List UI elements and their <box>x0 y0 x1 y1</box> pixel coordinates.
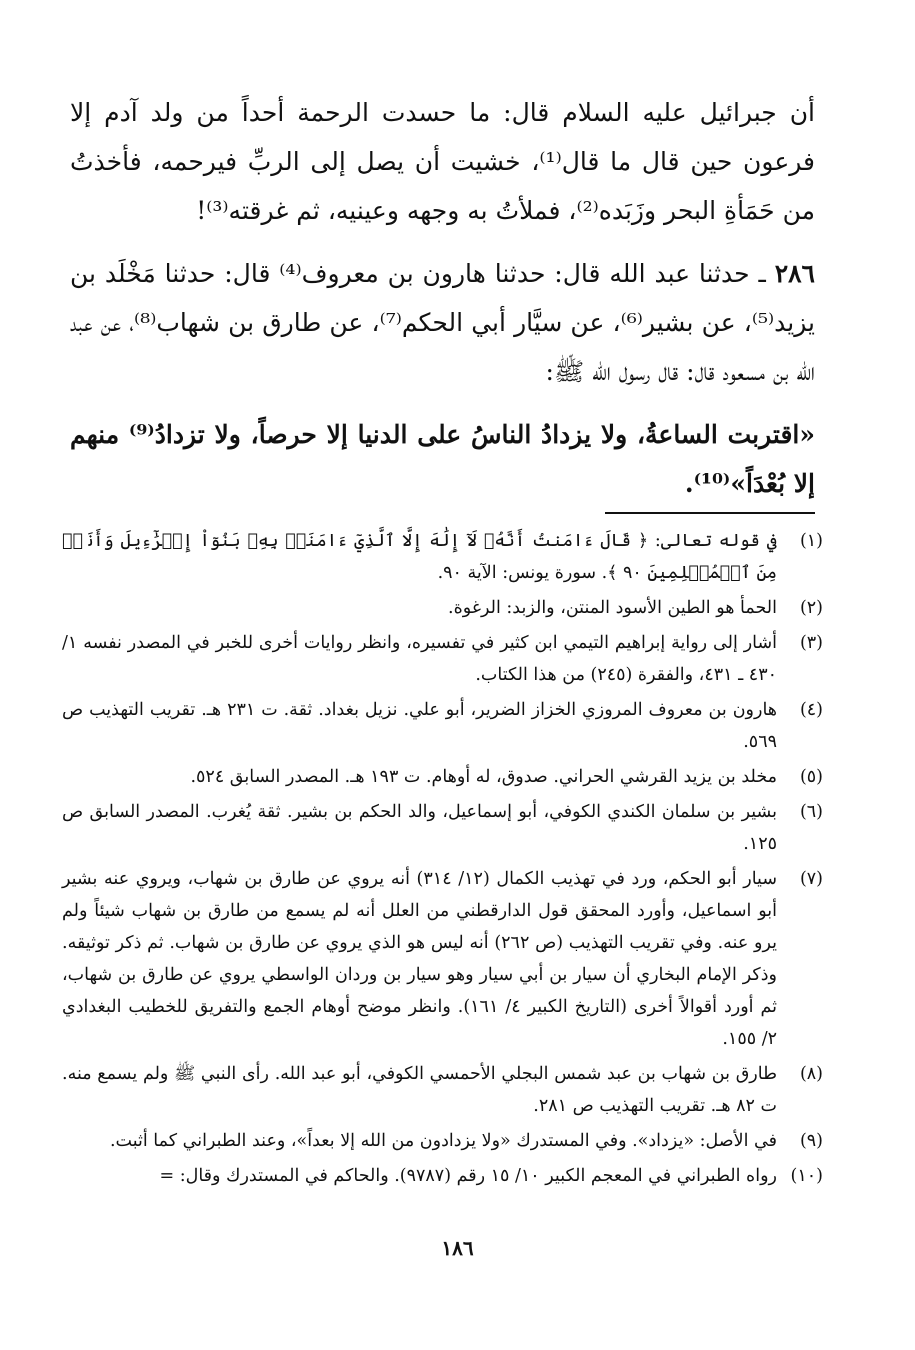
paragraph-2-text: ـ حدثنا عبد الله قال: حدثنا هارون بن معروف⁽⁴⁾ قال: حدثنا مَخْلَد بن يزيد⁽⁵⁾، عن بشير⁽⁶⁾، عن سيَّار أبي الحكم⁽⁷⁾، عن طارق بن شهاب⁽⁸⁾، عن عبد الله بن مسعود قال: قال رسول الله ﷺ: <box>70 259 815 386</box>
footnote-text: في قوله تعالى: ﴿ قَالَ ءَامَنتُ أَنَّهُۥ لَآ إِلَٰهَ إِلَّا ٱلَّذِيٓ ءَامَنَتۡ بِهِۦ بَنُوٓاْ إِسۡرَٰٓءِيلَ وَأَنَا۠ مِنَ ٱلۡمُسۡلِمِينَ ٩٠ ﴾. سورة يونس: الآية ٩٠. <box>62 531 777 583</box>
footnote-text: مخلد بن يزيد القرشي الحراني. صدوق، له أوهام. ت ١٩٣ هـ. المصدر السابق ٥٢٤. <box>190 767 777 787</box>
footnote-number: (٨) <box>799 1064 823 1084</box>
footnote-number: (٦) <box>799 802 823 822</box>
footnote <box>62 1125 823 1157</box>
footnote-number: (١) <box>799 531 823 551</box>
footnote <box>62 863 823 1055</box>
footnote <box>62 796 823 860</box>
footnote-separator <box>605 512 815 514</box>
footnote-text: في الأصل: «يزداد». وفي المستدرك «ولا يزدادون من الله إلا بعداً»، وعند الطبراني كما أثبت. <box>109 1131 777 1151</box>
footnote-text: أشار إلى رواية إبراهيم التيمي ابن كثير في تفسيره، وانظر روايات أخرى للخبر في المصدر نفسه ١/ ٤٣٠ ـ ٤٣١، والفقرة (٢٤٥) من هذا الكتاب. <box>62 633 777 685</box>
footnotes <box>62 525 823 1195</box>
footnote <box>62 761 823 793</box>
footnote <box>62 694 823 758</box>
footnote-number: (٢) <box>799 598 823 618</box>
paragraph-number: ٢٨٦ <box>774 259 815 288</box>
footnote-number: (٣) <box>799 633 823 653</box>
main-text <box>70 88 815 508</box>
footnote <box>62 592 823 624</box>
footnote <box>62 525 823 589</box>
hadith-text: «اقتربت الساعةُ، ولا يزدادُ الناسُ على الدنيا إلا حرصاً، ولا تزدادُ⁽⁹⁾ منهم إلا بُعْدَاً»⁽¹⁰⁾. <box>70 420 815 498</box>
footnote <box>62 1058 823 1122</box>
footnote-number: (٥) <box>799 767 823 787</box>
footnote-text: هارون بن معروف المروزي الخزاز الضرير، أبو علي. نزيل بغداد. ثقة. ت ٢٣١ هـ. تقريب التهذيب ص ٥٦٩. <box>62 700 778 752</box>
footnote-number: (٤) <box>799 700 823 720</box>
footnote <box>62 1160 823 1192</box>
footnote-text: طارق بن شهاب بن عبد شمس البجلي الأحمسي الكوفي، أبو عبد الله. رأى النبي ﷺ ولم يسمع منه. ت ٨٢ هـ. تقريب التهذيب ص ٢٨١. <box>62 1064 777 1116</box>
footnote-text: رواه الطبراني في المعجم الكبير ١٠/ ١٥ رقم (٩٧٨٧). والحاكم في المستدرك وقال: = <box>159 1166 777 1186</box>
footnote-text: الحمأ هو الطين الأسود المنتن، والزبد: الرغوة. <box>448 598 777 618</box>
footnote-number: (٩) <box>799 1131 823 1151</box>
footnote-text: بشير بن سلمان الكندي الكوفي، أبو إسماعيل، والد الحكم بن بشير. ثقة يُغرب. المصدر السابق ص ١٢٥. <box>62 802 777 854</box>
footnote <box>62 627 823 691</box>
footnote-number: (١٠) <box>790 1166 823 1186</box>
footnote-number: (٧) <box>799 869 823 889</box>
paragraph-2 <box>70 249 815 396</box>
footnote-text: سيار أبو الحكم، ورد في تهذيب الكمال (١٢/ ٣١٤) أنه يروي عن طارق بن شهاب، ويروي عنه بشير أبو اسماعيل، وأورد المحقق قول الدارقطني من العلل أنه لم يسمع من طارق بن شهاب شيئاً ولم يرو عنه. وفي تقريب التهذيب (ص ٢٦٢) أنه ليس هو الذي يروي عن طارق بن شهاب. ثم ذكر توثيقه. وذكر الإمام البخاري أن سيار بن أبي سيار وهو سيار بن وردان الواسطي يروي عن طارق بن شهاب، ثم أورد أقوالاً أخرى (التاريخ الكبير ٤/ ١٦١). وانظر موضح أوهام الجمع والتفريق للخطيب البغدادي ٢/ ١٥٥. <box>62 869 777 1049</box>
page-number: ١٨٦ <box>441 1236 474 1260</box>
paragraph-1: أن جبرائيل عليه السلام قال: ما حسدت الرحمة أحداً من ولد آدم إلا فرعون حين قال ما قال⁽¹⁾، خشيت أن يصل إلى الربِّ فيرحمه، فأخذتُ من حَمَأةِ البحر وزَبَده⁽²⁾، فملأتُ به وجهه وعينيه، ثم غرقته⁽³⁾! <box>70 98 815 225</box>
